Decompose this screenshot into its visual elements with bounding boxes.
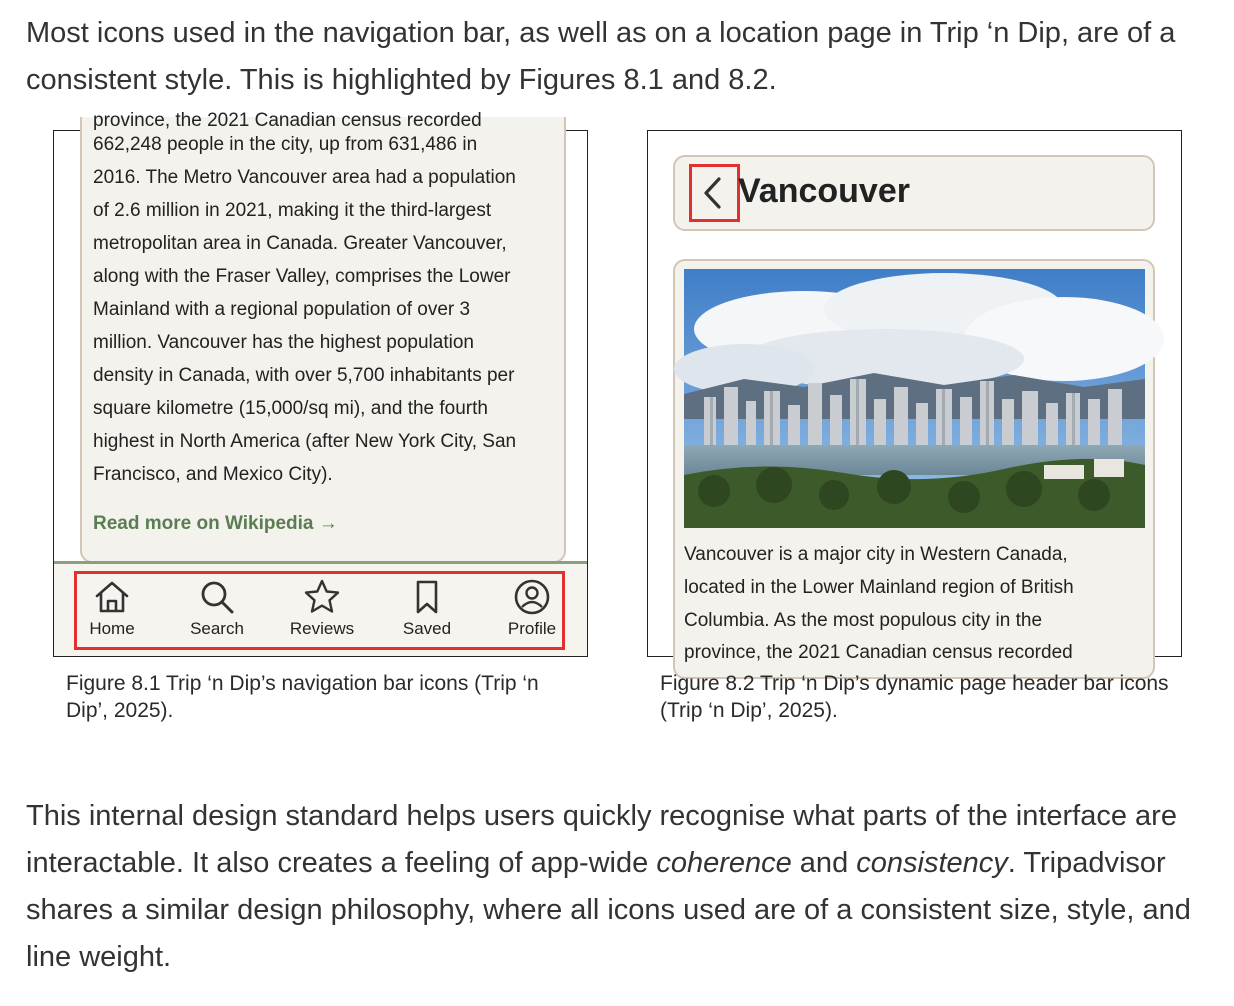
wikipedia-text-card (80, 110, 566, 563)
nav-label-home: Home (89, 619, 135, 638)
emphasis-coherence: coherence (656, 847, 792, 879)
card-text-line: highest in North America (after New York City, San (93, 431, 517, 452)
figure-8-1-caption: Figure 8.1 Trip ‘n Dip’s navigation bar icons (Trip ‘n Dip’, 2025). (66, 672, 539, 722)
cut-text-line: province, the 2021 Canadian census recorded (93, 110, 482, 131)
card-text-line: 2016. The Metro Vancouver area had a population (93, 167, 516, 188)
card-text-line: of 2.6 million in 2021, making it the third-largest (93, 200, 492, 221)
card-text-line: Mainland with a regional population of over 3 (93, 299, 471, 320)
nav-label-saved: Saved (402, 619, 452, 638)
nav-label-search: Search (190, 619, 244, 638)
emphasis-consistency: consistency (856, 847, 1008, 879)
nav-highlight-box (74, 571, 565, 650)
card-text-line: Francisco, and Mexico City). (93, 464, 333, 485)
description-line: Vancouver is a major city in Western Canada, (684, 544, 1068, 565)
figure-8-2 (647, 130, 1182, 663)
nav-label-profile: Profile (507, 619, 557, 638)
figure-8-2-caption: Figure 8.2 Trip ‘n Dip’s dynamic page header bar icons (Trip ‘n Dip’, 2025). (660, 672, 1169, 722)
card-text-line: square kilometre (15,000/sq mi), and the fourth (93, 398, 488, 419)
description-line: province, the 2021 Canadian census recorded (684, 642, 1073, 663)
closing-text: . Tripadvisor shares a similar design philosophy, where all icons used are of a consistent size, style, and line weight. (26, 847, 1191, 973)
description-line: located in the Lower Mainland region of British (684, 577, 1074, 598)
closing-text: and (791, 847, 857, 879)
figure-8-1 (53, 110, 588, 657)
card-text-line: along with the Fraser Valley, comprises the Lower (93, 266, 511, 287)
vancouver-photo (684, 269, 1145, 533)
wikipedia-link[interactable]: Read more on Wikipedia → (93, 513, 338, 534)
intro-paragraph: Most icons used in the navigation bar, as well as on a location page in Trip ‘n Dip, are of a consistent style. This is highlighted by Figures 8.1 and 8.2. (26, 17, 1176, 96)
back-highlight-box (689, 164, 740, 222)
description-line: Columbia. As the most populous city in the (684, 610, 1043, 631)
nav-label-reviews: Reviews (289, 619, 355, 638)
card-text-line: 662,248 people in the city, up from 631,486 in (93, 134, 478, 155)
page-title: Vancouver (738, 172, 910, 210)
closing-text: This internal design standard helps users quickly recognise what parts of the interface are interactable. It also creates a feeling of app-wide (26, 800, 1177, 879)
card-text-line: metropolitan area in Canada. Greater Vancouver, (93, 233, 507, 254)
closing-paragraph (26, 793, 1216, 981)
card-text-line: million. Vancouver has the highest population (93, 332, 474, 353)
card-text-line: density in Canada, with over 5,700 inhabitants per (93, 365, 515, 386)
